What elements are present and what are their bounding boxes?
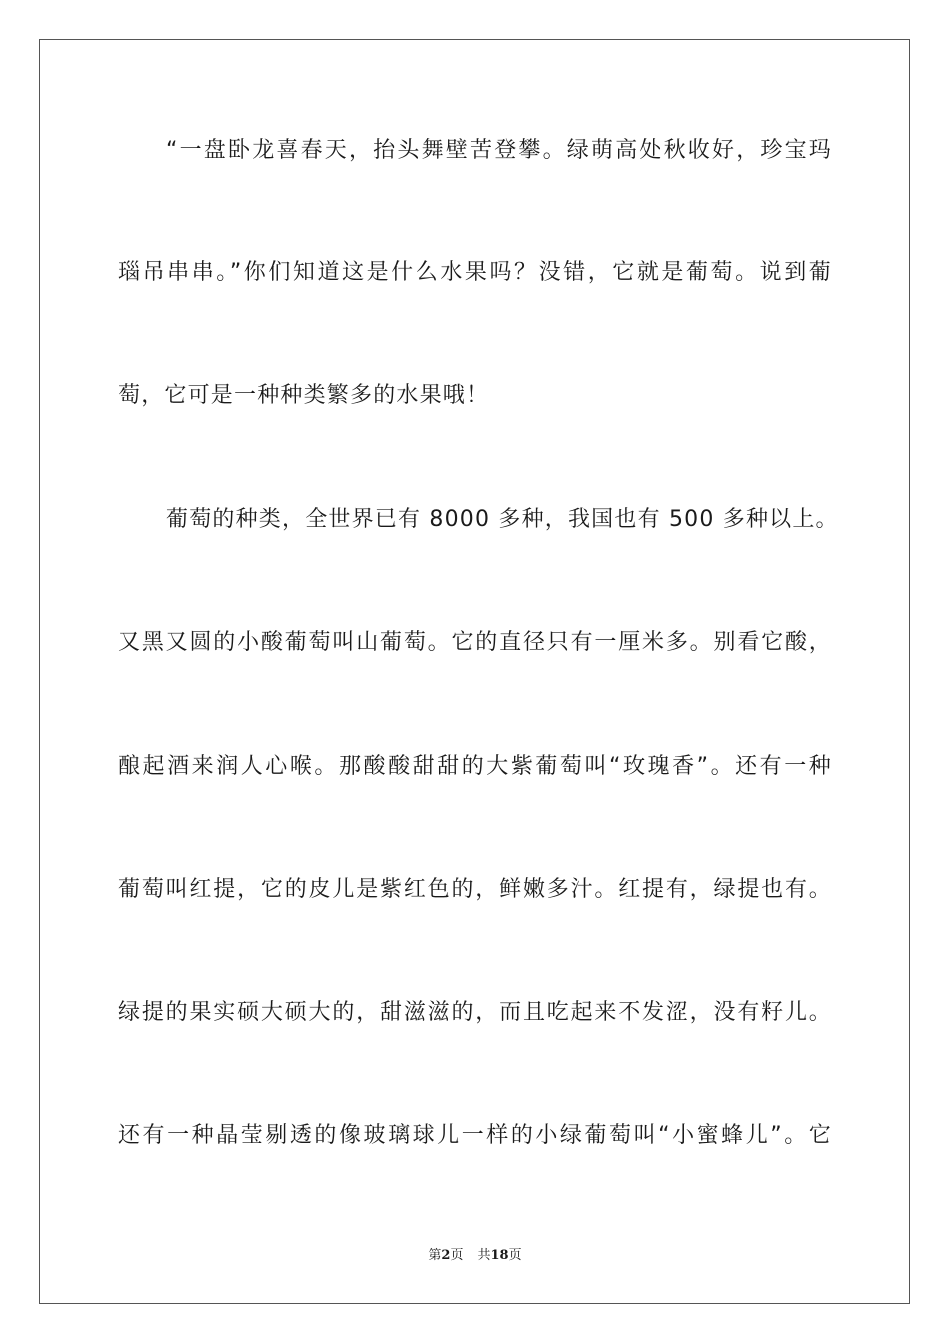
footer-total-suffix: 页	[508, 1248, 522, 1263]
paragraph-1-line-2: 瑙吊串串。”你们知道这是什么水果吗？没错，它就是葡萄。说到葡	[118, 260, 832, 285]
paragraph-2-line-4: 葡萄叫红提，它的皮儿是紫红色的，鲜嫩多汁。红提有，绿提也有。	[118, 877, 832, 902]
paragraph-2-line-1: 葡萄的种类，全世界已有 8000 多种，我国也有 500 多种以上。	[166, 507, 839, 532]
paragraph-2-line-5: 绿提的果实硕大硕大的，甜滋滋的，而且吃起来不发涩，没有籽儿。	[118, 1000, 832, 1025]
footer-total-prefix: 共	[477, 1248, 491, 1263]
footer-page-number: 2	[441, 1248, 451, 1263]
paragraph-2-line-3: 酿起酒来润人心喉。那酸酸甜甜的大紫葡萄叫“玫瑰香”。还有一种	[118, 754, 832, 779]
page-border	[39, 39, 910, 1304]
footer-page-suffix: 页	[450, 1248, 464, 1263]
footer-prefix: 第	[428, 1248, 442, 1263]
paragraph-2-line-6: 还有一种晶莹剔透的像玻璃球儿一样的小绿葡萄叫“小蜜蜂儿”。它	[118, 1123, 832, 1148]
footer-total-pages: 18	[490, 1248, 509, 1263]
paragraph-1-line-1: “一盘卧龙喜春天，抬头舞壁苦登攀。绿萌高处秋收好，珍宝玛	[166, 138, 832, 163]
paragraph-2-line-2: 又黑又圆的小酸葡萄叫山葡萄。它的直径只有一厘米多。别看它酸，	[118, 630, 832, 655]
page-footer	[0, 1247, 950, 1265]
paragraph-1-line-3: 萄，它可是一种种类繁多的水果哦！	[118, 383, 490, 408]
